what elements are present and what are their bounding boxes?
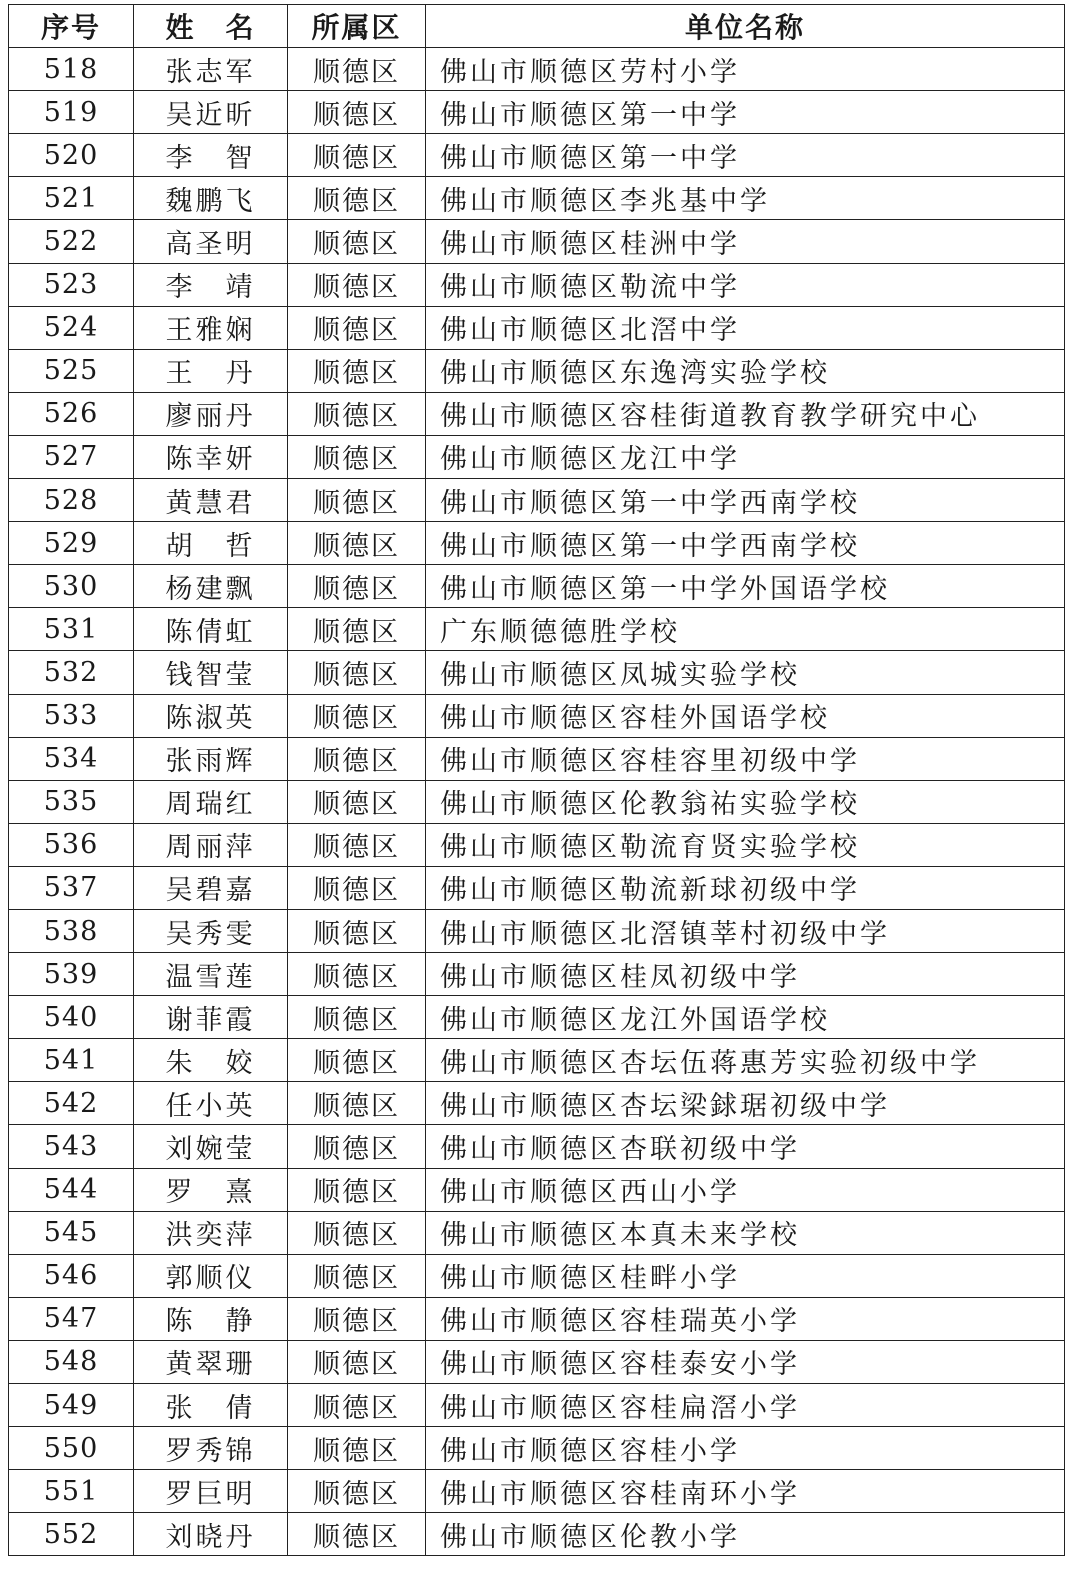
table-row: [9, 909, 1065, 952]
table-row: [9, 1513, 1065, 1556]
table-row: [9, 91, 1065, 134]
document-page: [8, 4, 1066, 1556]
table-row: [9, 608, 1065, 651]
row-district: 顺德区: [288, 1297, 426, 1340]
row-name: 张志军: [134, 48, 288, 91]
row-district: 顺德区: [288, 608, 426, 651]
row-name: 杨建飘: [134, 565, 288, 608]
table-row: [9, 220, 1065, 263]
table-row: [9, 306, 1065, 349]
row-index: 552: [9, 1513, 134, 1556]
table-row: [9, 435, 1065, 478]
table-row: [9, 1427, 1065, 1470]
row-name: 温雪莲: [134, 953, 288, 996]
header-district: 所属区: [288, 5, 426, 48]
row-index: 545: [9, 1211, 134, 1254]
row-unit: 佛山市顺德区容桂泰安小学: [426, 1340, 1065, 1383]
table-row: [9, 823, 1065, 866]
header-unit: 单位名称: [426, 5, 1065, 48]
table-row: [9, 780, 1065, 823]
row-unit: 佛山市顺德区容桂南环小学: [426, 1470, 1065, 1513]
table-row: [9, 866, 1065, 909]
row-unit: 佛山市顺德区凤城实验学校: [426, 651, 1065, 694]
row-unit: 佛山市顺德区第一中学西南学校: [426, 522, 1065, 565]
table-row: [9, 737, 1065, 780]
table-row: [9, 1082, 1065, 1125]
row-unit: 佛山市顺德区北滘中学: [426, 306, 1065, 349]
row-unit: 佛山市顺德区容桂扁滘小学: [426, 1384, 1065, 1427]
table-row: [9, 48, 1065, 91]
row-name: 罗秀锦: [134, 1427, 288, 1470]
table-row: [9, 392, 1065, 435]
row-index: 546: [9, 1254, 134, 1297]
table-row: [9, 479, 1065, 522]
row-district: 顺德区: [288, 392, 426, 435]
table-body: [9, 48, 1065, 1556]
row-district: 顺德区: [288, 823, 426, 866]
row-unit: 佛山市顺德区桂凤初级中学: [426, 953, 1065, 996]
row-name: 陈淑英: [134, 694, 288, 737]
row-index: 540: [9, 996, 134, 1039]
row-unit: 佛山市顺德区北滘镇莘村初级中学: [426, 909, 1065, 952]
row-district: 顺德区: [288, 651, 426, 694]
row-name: 王雅娴: [134, 306, 288, 349]
row-index: 523: [9, 263, 134, 306]
row-index: 538: [9, 909, 134, 952]
row-district: 顺德区: [288, 1340, 426, 1383]
row-unit: 佛山市顺德区东逸湾实验学校: [426, 349, 1065, 392]
row-index: 522: [9, 220, 134, 263]
row-name: 廖丽丹: [134, 392, 288, 435]
row-district: 顺德区: [288, 694, 426, 737]
row-district: 顺德区: [288, 996, 426, 1039]
table-row: [9, 996, 1065, 1039]
row-unit: 佛山市顺德区杏坛伍蒋惠芳实验初级中学: [426, 1039, 1065, 1082]
row-name: 陈 静: [134, 1297, 288, 1340]
row-unit: 佛山市顺德区桂畔小学: [426, 1254, 1065, 1297]
row-unit: 佛山市顺德区第一中学西南学校: [426, 479, 1065, 522]
row-name: 吴近昕: [134, 91, 288, 134]
row-index: 534: [9, 737, 134, 780]
table-row: [9, 953, 1065, 996]
table-row: [9, 134, 1065, 177]
table-row: [9, 1384, 1065, 1427]
row-name: 刘晓丹: [134, 1513, 288, 1556]
row-name: 罗巨明: [134, 1470, 288, 1513]
row-district: 顺德区: [288, 220, 426, 263]
row-index: 526: [9, 392, 134, 435]
row-unit: 佛山市顺德区伦教翁祐实验学校: [426, 780, 1065, 823]
row-name: 任小英: [134, 1082, 288, 1125]
row-district: 顺德区: [288, 1039, 426, 1082]
row-index: 530: [9, 565, 134, 608]
row-unit: 佛山市顺德区龙江中学: [426, 435, 1065, 478]
row-district: 顺德区: [288, 1125, 426, 1168]
row-district: 顺德区: [288, 866, 426, 909]
table-row: [9, 177, 1065, 220]
row-index: 549: [9, 1384, 134, 1427]
row-name: 洪奕萍: [134, 1211, 288, 1254]
table-row: [9, 1211, 1065, 1254]
row-name: 李 靖: [134, 263, 288, 306]
row-index: 528: [9, 479, 134, 522]
row-index: 535: [9, 780, 134, 823]
table-row: [9, 1168, 1065, 1211]
row-name: 郭顺仪: [134, 1254, 288, 1297]
row-unit: 佛山市顺德区容桂容里初级中学: [426, 737, 1065, 780]
row-index: 529: [9, 522, 134, 565]
row-unit: 佛山市顺德区龙江外国语学校: [426, 996, 1065, 1039]
row-unit: 佛山市顺德区第一中学: [426, 91, 1065, 134]
row-district: 顺德区: [288, 522, 426, 565]
row-index: 532: [9, 651, 134, 694]
row-index: 525: [9, 349, 134, 392]
row-index: 542: [9, 1082, 134, 1125]
row-name: 王 丹: [134, 349, 288, 392]
table-row: [9, 1125, 1065, 1168]
row-name: 高圣明: [134, 220, 288, 263]
row-unit: 广东顺德德胜学校: [426, 608, 1065, 651]
row-unit: 佛山市顺德区劳村小学: [426, 48, 1065, 91]
row-index: 536: [9, 823, 134, 866]
table-row: [9, 349, 1065, 392]
row-district: 顺德区: [288, 1470, 426, 1513]
row-name: 吴碧嘉: [134, 866, 288, 909]
row-index: 531: [9, 608, 134, 651]
row-unit: 佛山市顺德区本真未来学校: [426, 1211, 1065, 1254]
row-name: 刘婉莹: [134, 1125, 288, 1168]
row-name: 周丽萍: [134, 823, 288, 866]
row-index: 543: [9, 1125, 134, 1168]
row-unit: 佛山市顺德区容桂瑞英小学: [426, 1297, 1065, 1340]
row-name: 吴秀雯: [134, 909, 288, 952]
row-name: 陈幸妍: [134, 435, 288, 478]
table-row: [9, 565, 1065, 608]
row-name: 张 倩: [134, 1384, 288, 1427]
row-district: 顺德区: [288, 91, 426, 134]
row-index: 547: [9, 1297, 134, 1340]
row-district: 顺德区: [288, 349, 426, 392]
row-district: 顺德区: [288, 435, 426, 478]
row-index: 551: [9, 1470, 134, 1513]
row-name: 周瑞红: [134, 780, 288, 823]
row-district: 顺德区: [288, 565, 426, 608]
row-index: 544: [9, 1168, 134, 1211]
row-district: 顺德区: [288, 953, 426, 996]
row-district: 顺德区: [288, 1254, 426, 1297]
table-row: [9, 522, 1065, 565]
row-name: 胡 哲: [134, 522, 288, 565]
table-row: [9, 1297, 1065, 1340]
row-name: 罗 熹: [134, 1168, 288, 1211]
row-index: 524: [9, 306, 134, 349]
row-index: 537: [9, 866, 134, 909]
row-unit: 佛山市顺德区容桂小学: [426, 1427, 1065, 1470]
row-name: 黄慧君: [134, 479, 288, 522]
row-unit: 佛山市顺德区勒流中学: [426, 263, 1065, 306]
table-row: [9, 1039, 1065, 1082]
row-district: 顺德区: [288, 263, 426, 306]
row-district: 顺德区: [288, 1513, 426, 1556]
row-district: 顺德区: [288, 306, 426, 349]
row-unit: 佛山市顺德区西山小学: [426, 1168, 1065, 1211]
table-row: [9, 694, 1065, 737]
row-unit: 佛山市顺德区勒流新球初级中学: [426, 866, 1065, 909]
row-index: 519: [9, 91, 134, 134]
row-unit: 佛山市顺德区杏坛梁銶琚初级中学: [426, 1082, 1065, 1125]
row-district: 顺德区: [288, 909, 426, 952]
row-name: 朱 姣: [134, 1039, 288, 1082]
row-index: 521: [9, 177, 134, 220]
row-district: 顺德区: [288, 134, 426, 177]
row-district: 顺德区: [288, 1082, 426, 1125]
row-unit: 佛山市顺德区勒流育贤实验学校: [426, 823, 1065, 866]
row-index: 548: [9, 1340, 134, 1383]
table-row: [9, 1340, 1065, 1383]
row-unit: 佛山市顺德区第一中学: [426, 134, 1065, 177]
row-index: 550: [9, 1427, 134, 1470]
row-name: 黄翠珊: [134, 1340, 288, 1383]
row-district: 顺德区: [288, 1211, 426, 1254]
row-district: 顺德区: [288, 737, 426, 780]
table-row: [9, 1470, 1065, 1513]
row-district: 顺德区: [288, 177, 426, 220]
row-index: 520: [9, 134, 134, 177]
row-unit: 佛山市顺德区第一中学外国语学校: [426, 565, 1065, 608]
roster-table: [8, 4, 1065, 1556]
row-name: 张雨辉: [134, 737, 288, 780]
row-district: 顺德区: [288, 479, 426, 522]
row-district: 顺德区: [288, 1384, 426, 1427]
row-district: 顺德区: [288, 1427, 426, 1470]
row-district: 顺德区: [288, 780, 426, 823]
row-index: 533: [9, 694, 134, 737]
row-index: 541: [9, 1039, 134, 1082]
row-index: 527: [9, 435, 134, 478]
table-row: [9, 263, 1065, 306]
row-name: 陈倩虹: [134, 608, 288, 651]
header-name: 姓 名: [134, 5, 288, 48]
row-district: 顺德区: [288, 1168, 426, 1211]
header-index: 序号: [9, 5, 134, 48]
row-unit: 佛山市顺德区桂洲中学: [426, 220, 1065, 263]
row-unit: 佛山市顺德区李兆基中学: [426, 177, 1065, 220]
row-unit: 佛山市顺德区容桂外国语学校: [426, 694, 1065, 737]
table-row: [9, 1254, 1065, 1297]
row-unit: 佛山市顺德区伦教小学: [426, 1513, 1065, 1556]
table-row: [9, 651, 1065, 694]
table-header-row: [9, 5, 1065, 48]
row-name: 魏鹏飞: [134, 177, 288, 220]
row-name: 谢菲霞: [134, 996, 288, 1039]
row-index: 539: [9, 953, 134, 996]
row-name: 钱智莹: [134, 651, 288, 694]
row-unit: 佛山市顺德区杏联初级中学: [426, 1125, 1065, 1168]
row-district: 顺德区: [288, 48, 426, 91]
row-index: 518: [9, 48, 134, 91]
row-unit: 佛山市顺德区容桂街道教育教学研究中心: [426, 392, 1065, 435]
row-name: 李 智: [134, 134, 288, 177]
